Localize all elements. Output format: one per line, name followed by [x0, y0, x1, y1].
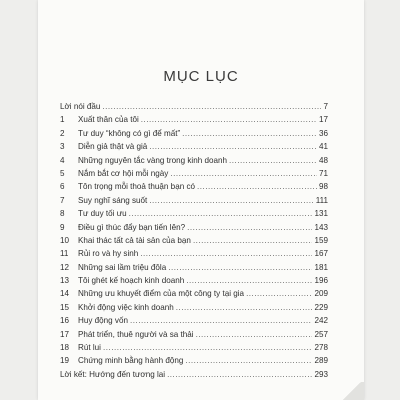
dot-leader: [149, 194, 313, 207]
toc-entry-page: 17: [318, 115, 328, 125]
toc-entry-page: 48: [318, 155, 328, 165]
toc-entry-title: Phát triển, thuê người và sa thải: [78, 329, 194, 339]
dot-leader: [103, 341, 313, 354]
toc-entry-number: 13: [60, 276, 70, 286]
dot-leader: [130, 314, 313, 327]
toc-entry-title: Huy động vốn: [78, 316, 128, 326]
toc-entry-title: Tư duy tối ưu: [78, 209, 127, 219]
toc-entry: [60, 207, 328, 220]
dot-leader: [197, 180, 317, 193]
toc-entry-page: 71: [318, 168, 328, 178]
toc-entry-number: 3: [60, 142, 65, 152]
toc-entry-number: 17: [60, 329, 70, 339]
dot-leader: [229, 154, 317, 167]
toc-entry: [60, 261, 328, 274]
toc-entry: [60, 234, 328, 247]
toc-entry-title: Điều gì thúc đẩy bạn tiến lên?: [78, 222, 186, 232]
dot-leader: [187, 221, 312, 234]
toc-entry-page: 196: [314, 276, 328, 286]
toc-entry-title: Tôi ghét kế hoạch kinh doanh: [78, 276, 185, 286]
toc-entry-page: 257: [314, 329, 328, 339]
dot-leader: [140, 247, 312, 260]
toc-entry: [60, 274, 328, 287]
toc-entry: [60, 127, 328, 140]
toc-entry: [60, 368, 328, 381]
toc-entry-title: Lời kết: Hướng đến tương lai: [60, 369, 166, 379]
toc-entry-number: 18: [60, 343, 70, 353]
toc-entry-number: 16: [60, 316, 70, 326]
toc-entry: [60, 180, 328, 193]
toc-entry-title: Khai thác tất cả tài sản của bạn: [78, 235, 191, 245]
toc-entry-page: 7: [323, 102, 328, 111]
toc-entry-number: 12: [60, 262, 70, 272]
book-page: [38, 0, 364, 400]
page-title: MỤC LỤC: [163, 68, 239, 85]
toc-entry: [60, 328, 328, 341]
toc-entry-number: 1: [60, 115, 65, 125]
toc-entry-page: 181: [314, 262, 328, 272]
toc-entry-title: Tư duy “không có gì để mất”: [78, 128, 181, 138]
dot-leader: [182, 127, 317, 140]
dot-leader: [167, 368, 312, 381]
toc-entry: [60, 154, 328, 167]
toc-entry-page: 36: [318, 128, 328, 138]
dot-leader: [185, 354, 312, 367]
toc-entry-page: 159: [314, 235, 328, 245]
toc-entry-number: 11: [60, 249, 69, 259]
toc-entry-page: 41: [318, 142, 328, 152]
dot-leader: [196, 328, 313, 341]
toc-entry-title: Rủi ro và hy sinh: [78, 249, 139, 259]
toc-entry-number: 15: [60, 302, 70, 312]
toc-entry-title: Rút lui: [78, 343, 101, 353]
page-corner-curl: [340, 382, 364, 400]
toc-entry: [60, 194, 328, 207]
dot-leader: [246, 287, 312, 300]
toc-entry-page: 293: [314, 369, 328, 379]
toc-entry: [60, 341, 328, 354]
toc-entry: [60, 354, 328, 367]
toc-entry: [60, 247, 328, 260]
dot-leader: [168, 261, 312, 274]
toc-entry: [60, 287, 328, 300]
toc-entry: [60, 113, 328, 126]
toc-entry-number: 4: [60, 155, 65, 165]
toc-entry-number: 2: [60, 128, 65, 138]
toc-entry-title: Xuất thân của tôi: [78, 115, 139, 125]
toc-entry-title: Những ưu khuyết điểm của một công ty tại gia: [78, 289, 245, 299]
dot-leader: [170, 167, 317, 180]
toc-entry-title: Tôn trọng mỗi thoả thuận bạn có: [78, 182, 195, 192]
toc-entry-page: 98: [318, 182, 328, 192]
toc-entry: [60, 140, 328, 153]
toc-entry: [60, 221, 328, 234]
dot-leader: [102, 100, 321, 113]
toc-entry-page: 229: [314, 302, 328, 312]
toc-entry-title: Khởi động việc kinh doanh: [78, 302, 174, 312]
dot-leader: [129, 207, 313, 220]
toc-entry-title: Diễn giả thật và giả: [78, 142, 148, 152]
dot-leader: [193, 234, 313, 247]
dot-leader: [186, 274, 312, 287]
toc-entry-page: 143: [314, 222, 328, 232]
toc-entry-title: Chứng minh bằng hành động: [78, 356, 184, 366]
toc-entry-page: 131: [314, 209, 328, 219]
toc-entry-number: 6: [60, 182, 65, 192]
toc-entry-title: Lời nói đầu: [60, 102, 101, 111]
dot-leader: [176, 301, 313, 314]
dot-leader: [141, 113, 317, 126]
toc-entry-page: 289: [314, 356, 328, 366]
toc-entry-number: 7: [60, 195, 65, 205]
toc-entry: [60, 314, 328, 327]
toc-entry-number: 8: [60, 209, 65, 219]
toc-entry-page: 278: [314, 343, 328, 353]
toc-entry-number: 19: [60, 356, 70, 366]
toc-entry-page: 209: [314, 289, 328, 299]
toc-entry-page: 167: [314, 249, 328, 259]
toc-entry: [60, 167, 328, 180]
table-of-contents: [60, 100, 328, 381]
dot-leader: [149, 140, 317, 153]
toc-entry-title: Những nguyên tắc vàng trong kinh doanh: [78, 155, 227, 165]
toc-entry-number: 14: [60, 289, 70, 299]
toc-entry-page: 111: [315, 195, 328, 205]
toc-entry-number: 5: [60, 168, 65, 178]
toc-entry: [60, 301, 328, 314]
toc-entry-title: Nắm bắt cơ hội mỗi ngày: [78, 168, 169, 178]
toc-entry-page: 242: [314, 316, 328, 326]
toc-entry-number: 9: [60, 222, 65, 232]
toc-entry-number: 10: [60, 235, 70, 245]
toc-entry-title: Những sai lầm triệu đôla: [78, 262, 167, 272]
toc-entry: [60, 100, 328, 113]
toc-entry-title: Suy nghĩ sáng suốt: [78, 195, 148, 205]
